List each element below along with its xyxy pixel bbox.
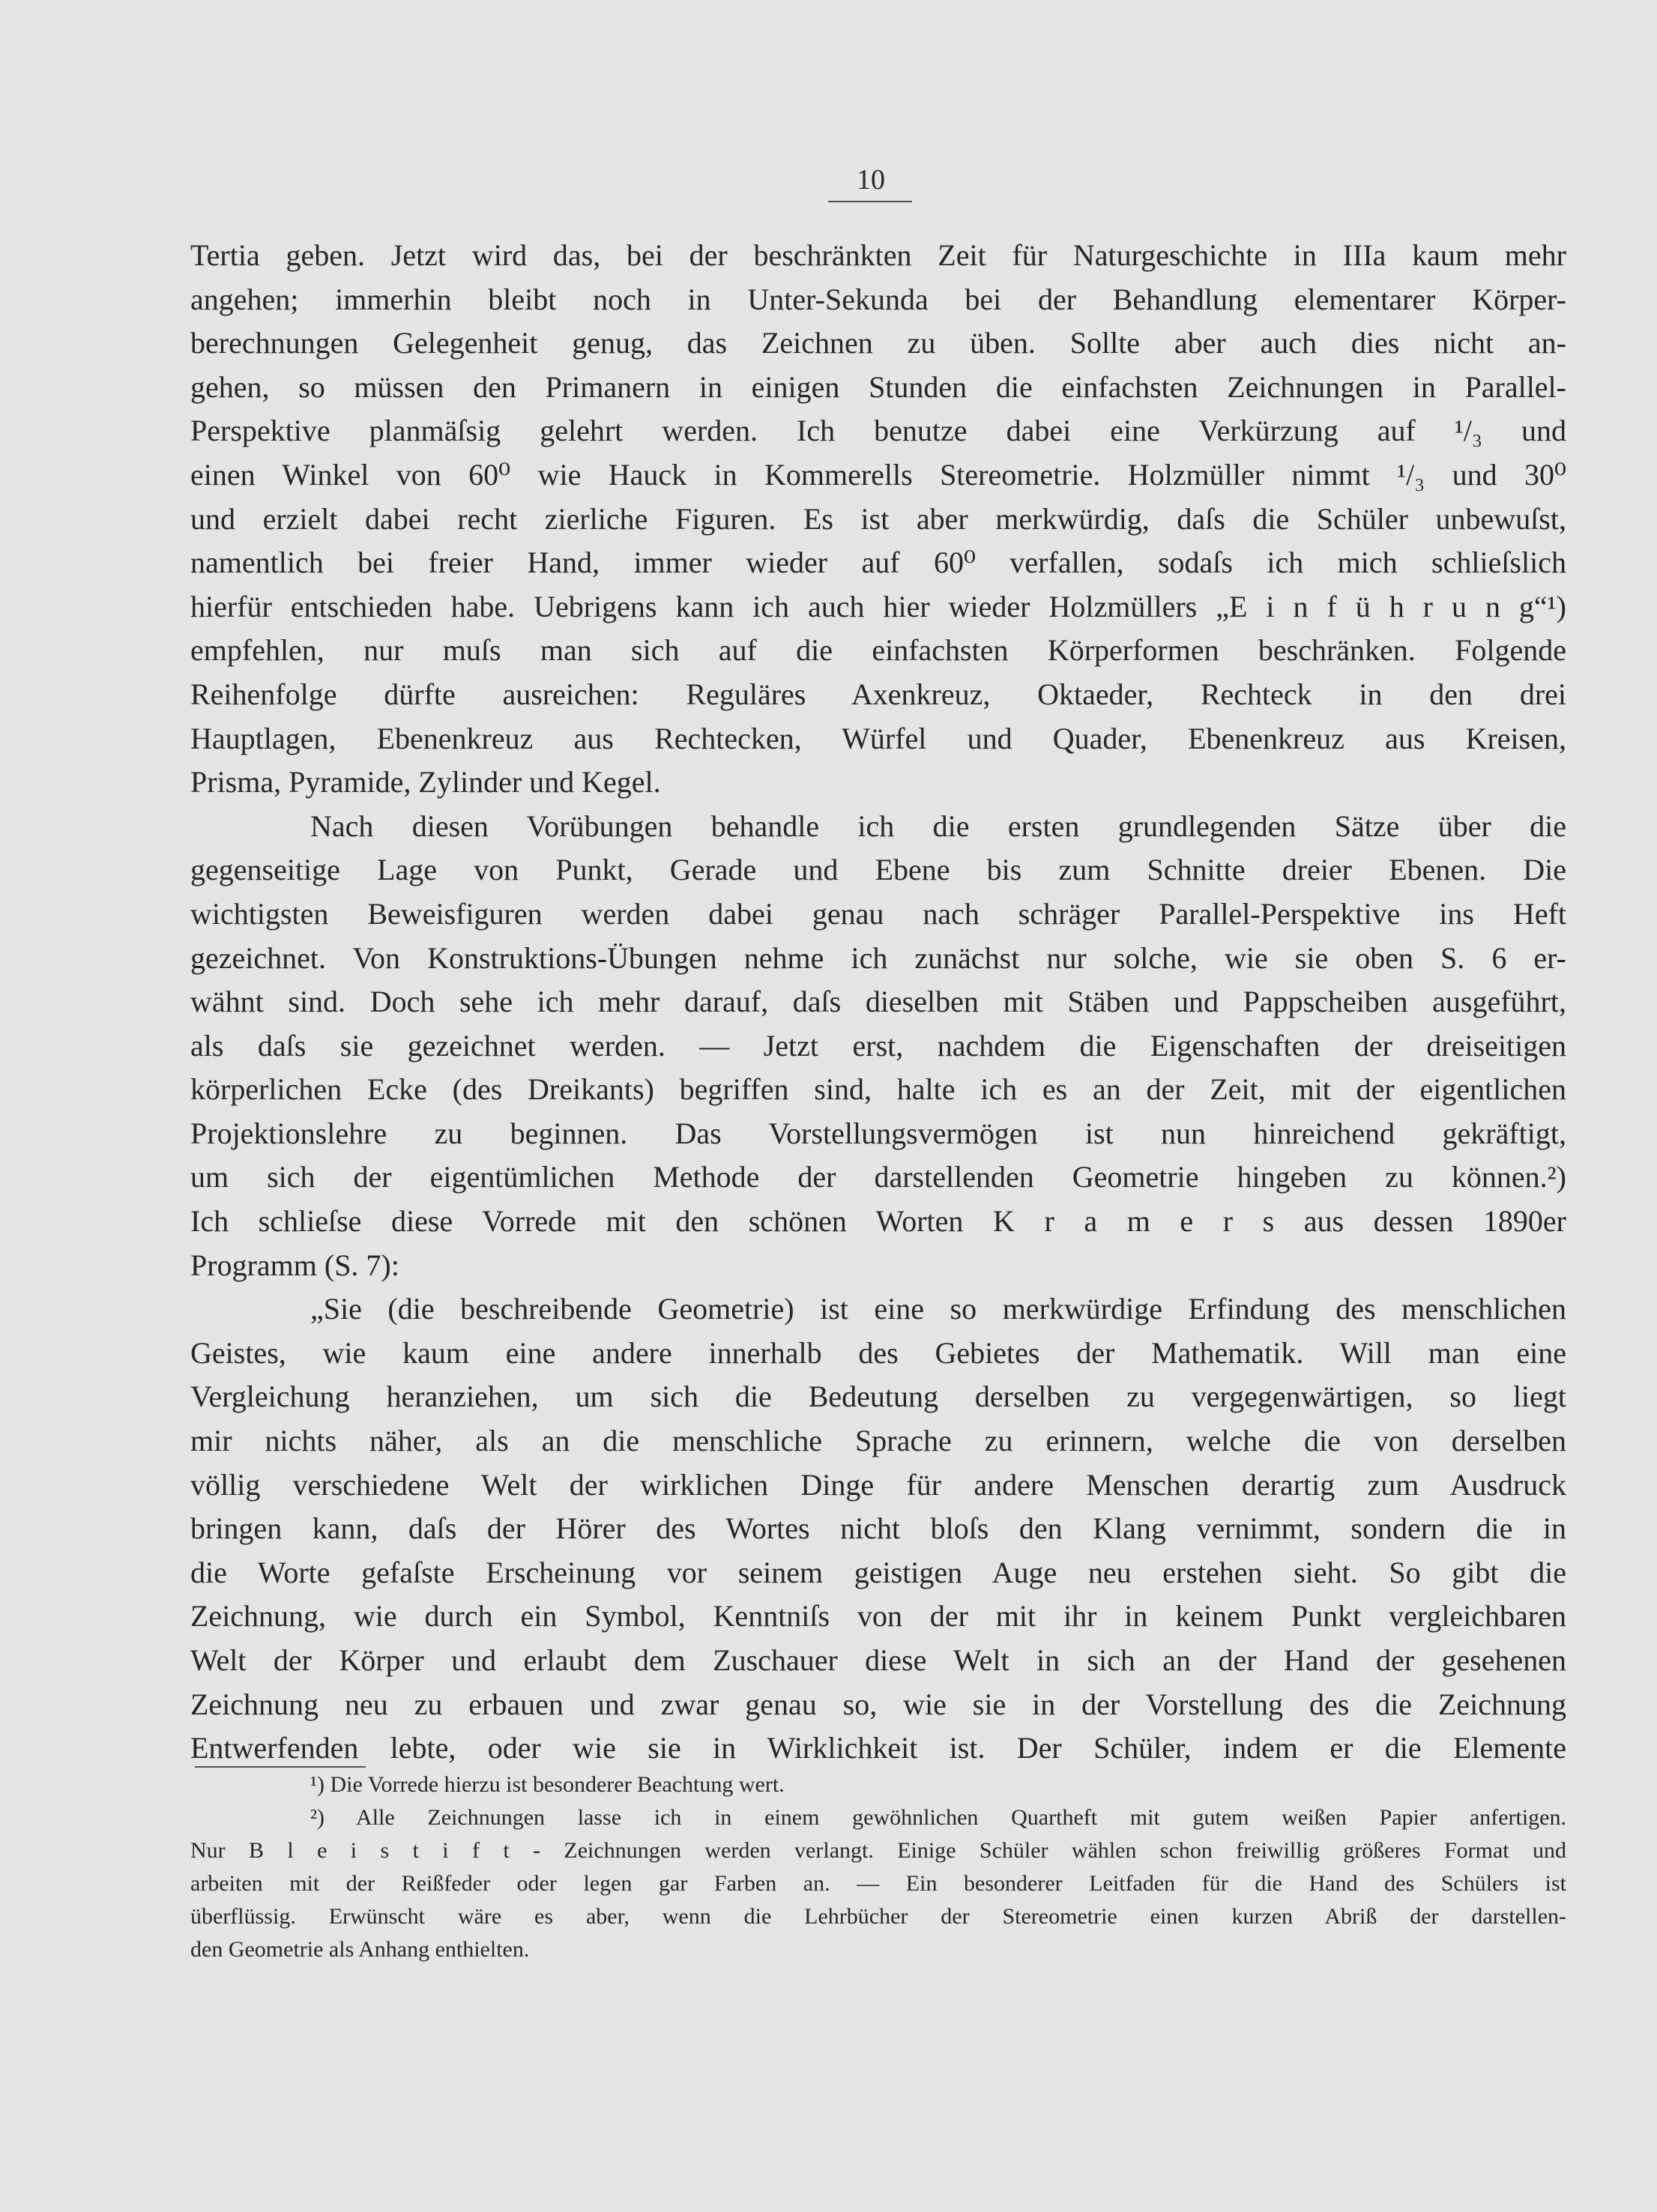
body-line: berechnungen Gelegenheit genug, das Zeichnen zu üben. Sollte aber auch dies nicht an- (190, 326, 1566, 360)
body-line: Nach diesen Vorübungen behandle ich die ersten grundlegenden Sätze über die (310, 809, 1566, 843)
body-line: Vergleichung heranziehen, um sich die Bedeutung derselben zu vergegenwärtigen, so liegt (190, 1380, 1566, 1414)
body-line: als daſs sie gezeichnet werden. — Jetzt erst, nachdem die Eigenschaften der dreiseitigen (190, 1028, 1566, 1063)
footnote-line: den Geometrie als Anhang enthielten. (190, 1937, 530, 1962)
body-line: bringen kann, daſs der Hörer des Wortes nicht bloſs den Klang vernimmt, sondern die in (190, 1511, 1566, 1546)
body-line: mir nichts näher, als an die menschliche Sprache zu erinnern, welche die von derselben (190, 1424, 1566, 1458)
body-line: Reihenfolge dürfte ausreichen: Reguläres Axenkreuz, Oktaeder, Rechteck in den drei (190, 677, 1566, 711)
body-line: empfehlen, nur muſs man sich auf die einfachsten Körperformen beschränken. Folgende (190, 633, 1566, 668)
body-line: Geistes, wie kaum eine andere innerhalb des Gebietes der Mathematik. Will man eine (190, 1335, 1566, 1370)
body-text (190, 234, 1566, 1771)
body-line: Zeichnung, wie durch ein Symbol, Kenntniſs von der mit ihr in keinem Punkt vergleichbaren (190, 1599, 1566, 1634)
body-line: Ich schlieſse diese Vorrede mit den schönen Worten K r a m e r s aus dessen 1890er (190, 1204, 1566, 1239)
body-line: namentlich bei freier Hand, immer wieder auf 60⁰ verfallen, sodaſs ich mich schlieſslich (190, 546, 1566, 580)
page-number-rule (828, 201, 912, 202)
body-line: angehen; immerhin bleibt noch in Unter-Sekunda bei der Behandlung elementarer Körper- (190, 282, 1566, 316)
body-line: „Sie (die beschreibende Geometrie) ist eine so merkwürdige Erfindung des menschlichen (310, 1292, 1566, 1326)
body-line: und erzielt dabei recht zierliche Figuren. Es ist aber merkwürdig, daſs die Schüler unbewuſst, (190, 501, 1566, 536)
body-line: gehen, so müssen den Primanern in einigen Stunden die einfachsten Zeichnungen in Parallel- (190, 369, 1566, 404)
body-line: Perspektive planmäſsig gelehrt werden. Ich benutze dabei eine Verkürzung auf ¹/₃ und (190, 414, 1566, 448)
footnote-line: Nur B l e i s t i f t - Zeichnungen werden verlangt. Einige Schüler wählen schon freiwillig größeres Format und (190, 1838, 1566, 1863)
body-line: die Worte gefaſste Erscheinung vor seinem geistigen Auge neu erstehen sieht. So gibt die (190, 1555, 1566, 1589)
body-line: Entwerfenden lebte, oder wie sie in Wirklichkeit ist. Der Schüler, indem er die Elemente (190, 1731, 1566, 1765)
body-line: wähnt sind. Doch sehe ich mehr darauf, daſs dieselben mit Stäben und Pappscheiben ausgeführt, (190, 985, 1566, 1019)
body-line: hierfür entschieden habe. Uebrigens kann ich auch hier wieder Holzmüllers „E i n f ü h r u n g“¹) (190, 589, 1566, 623)
body-line: gezeichnet. Von Konstruktions-Übungen nehme ich zunächst nur solche, wie sie oben S. 6 er- (190, 940, 1566, 975)
body-line: Hauptlagen, Ebenenkreuz aus Rechtecken, Würfel und Quader, Ebenenkreuz aus Kreisen, (190, 721, 1566, 755)
body-line: gegenseitige Lage von Punkt, Gerade und Ebene bis zum Schnitte dreier Ebenen. Die (190, 853, 1566, 887)
body-line: Welt der Körper und erlaubt dem Zuschauer diese Welt in sich an der Hand der gesehenen (190, 1643, 1566, 1677)
body-line: körperlichen Ecke (des Dreikants) begriffen sind, halte ich es an der Zeit, mit der eigentlichen (190, 1072, 1566, 1107)
body-line: Programm (S. 7): (190, 1248, 399, 1282)
body-line: einen Winkel von 60⁰ wie Hauck in Kommerells Stereometrie. Holzmüller nimmt ¹/₃ und 30⁰ (190, 457, 1566, 492)
body-line: Prisma, Pyramide, Zylinder und Kegel. (190, 765, 661, 800)
footnote-line: ²) Alle Zeichnungen lasse ich in einem gewöhnlichen Quartheft mit gutem weißen Papier anfertigen. (310, 1805, 1566, 1830)
footnote-line: überflüssig. Erwünscht wäre es aber, wenn die Lehrbücher der Stereometrie einen kurzen Abriß der darstellen- (190, 1904, 1566, 1929)
page-number: 10 (857, 164, 885, 196)
footnote-line: ¹) Die Vorrede hierzu ist besonderer Beachtung wert. (310, 1772, 785, 1797)
body-line: um sich der eigentümlichen Methode der darstellenden Geometrie hingeben zu können.²) (190, 1160, 1566, 1194)
footnotes (190, 1768, 1566, 1966)
footnote-rule (195, 1766, 366, 1768)
body-line: wichtigsten Beweisfiguren werden dabei genau nach schräger Parallel-Perspektive ins Heft (190, 896, 1566, 931)
body-line: Tertia geben. Jetzt wird das, bei der beschränkten Zeit für Naturgeschichte in IIIa kaum mehr (190, 238, 1566, 272)
body-line: Projektionslehre zu beginnen. Das Vorstellungsvermögen ist nun hinreichend gekräftigt, (190, 1116, 1566, 1150)
body-line: völlig verschiedene Welt der wirklichen Dinge für andere Menschen derartig zum Ausdruck (190, 1467, 1566, 1502)
footnote-line: arbeiten mit der Reißfeder oder legen gar Farben an. — Ein besonderer Leitfaden für die Hand des Schülers ist (190, 1871, 1566, 1896)
body-line: Zeichnung neu zu erbauen und zwar genau so, wie sie in der Vorstellung des die Zeichnung (190, 1687, 1566, 1721)
